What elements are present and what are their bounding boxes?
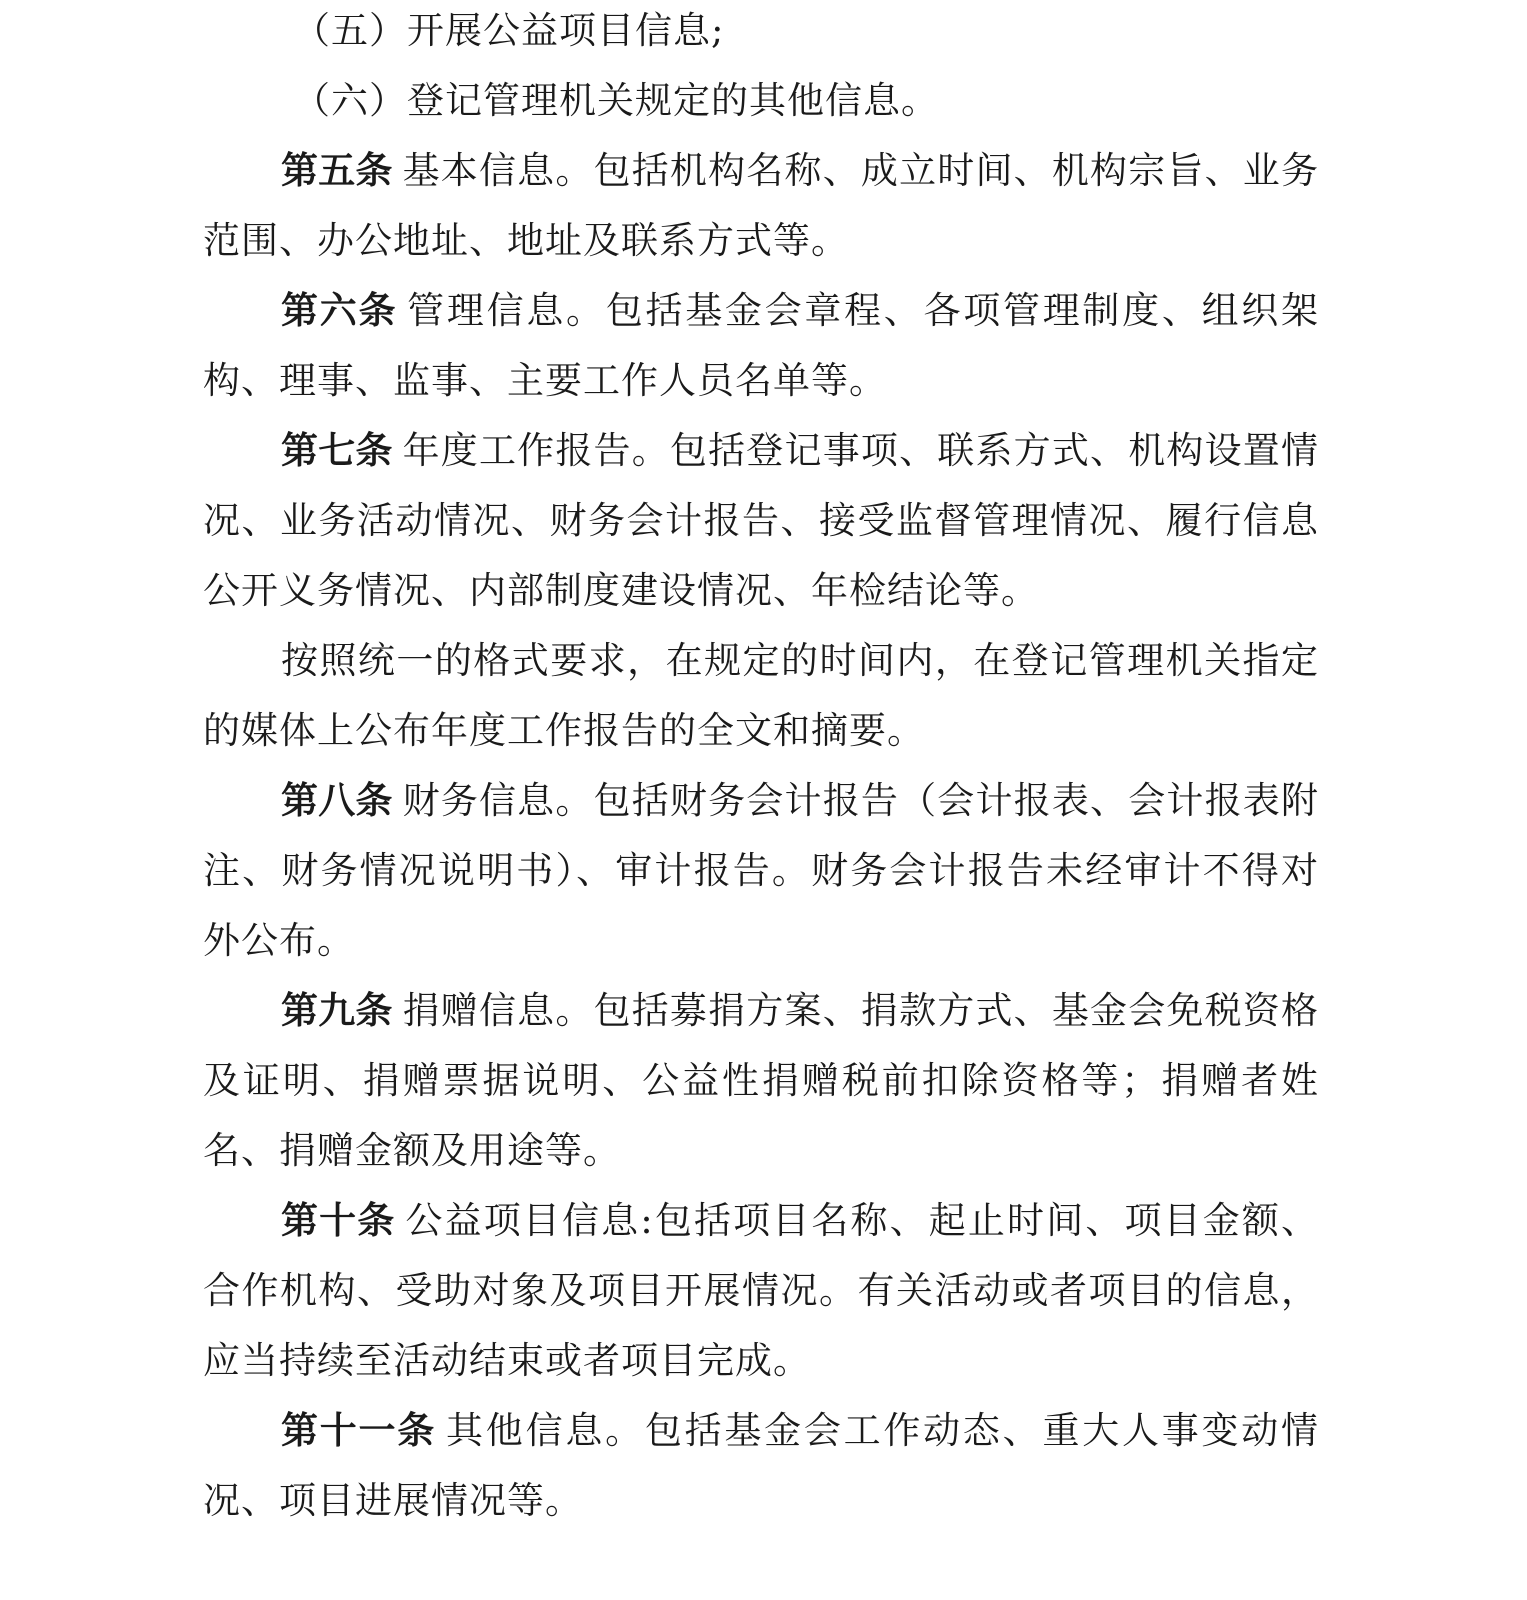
article-text: 公益项目信息:包括项目名称、起止时间、项目金额、合作机构、受助对象及项目开展情况。有关活动或者项目的信息，应当持续至活动结束或者项目完成。 [203,1199,1320,1382]
article-7 [203,416,1319,626]
article-number: 第五条 [281,149,393,192]
article-10 [203,1186,1319,1396]
article-11 [203,1396,1319,1536]
document-page [203,0,1319,1536]
article-text: 基本信息。包括机构名称、成立时间、机构宗旨、业务范围、办公地址、地址及联系方式等。 [203,149,1319,262]
article-text: 其他信息。包括基金会工作动态、重大人事变动情况、项目进展情况等。 [203,1409,1320,1522]
article-9 [203,976,1319,1186]
article-number: 第九条 [281,989,393,1032]
article-6 [203,276,1319,416]
article-7-continuation: 按照统一的格式要求，在规定的时间内，在登记管理机关指定的媒体上公布年度工作报告的全文和摘要。 [203,639,1319,752]
article-text: 捐赠信息。包括募捐方案、捐款方式、基金会免税资格及证明、捐赠票据说明、公益性捐赠税前扣除资格等；捐赠者姓名、捐赠金额及用途等。 [203,989,1319,1172]
list-item-5: （五）开展公益项目信息; [293,9,725,52]
article-text: 财务信息。包括财务会计报告（会计报表、会计报表附注、财务情况说明书）、审计报告。财务会计报告未经审计不得对外公布。 [203,779,1319,962]
article-number: 第十一条 [281,1409,437,1452]
article-number: 第七条 [281,429,393,472]
article-number: 第八条 [281,779,393,822]
article-5 [203,136,1319,276]
list-item-6: （六）登记管理机关规定的其他信息。 [293,79,939,122]
article-text: 年度工作报告。包括登记事项、联系方式、机构设置情况、业务活动情况、财务会计报告、接受监督管理情况、履行信息公开义务情况、内部制度建设情况、年检结论等。 [203,429,1319,612]
article-number: 第六条 [281,289,398,332]
article-8 [203,766,1319,976]
article-number: 第十条 [281,1199,396,1242]
article-text: 管理信息。包括基金会章程、各项管理制度、组织架构、理事、监事、主要工作人员名单等。 [203,289,1320,402]
